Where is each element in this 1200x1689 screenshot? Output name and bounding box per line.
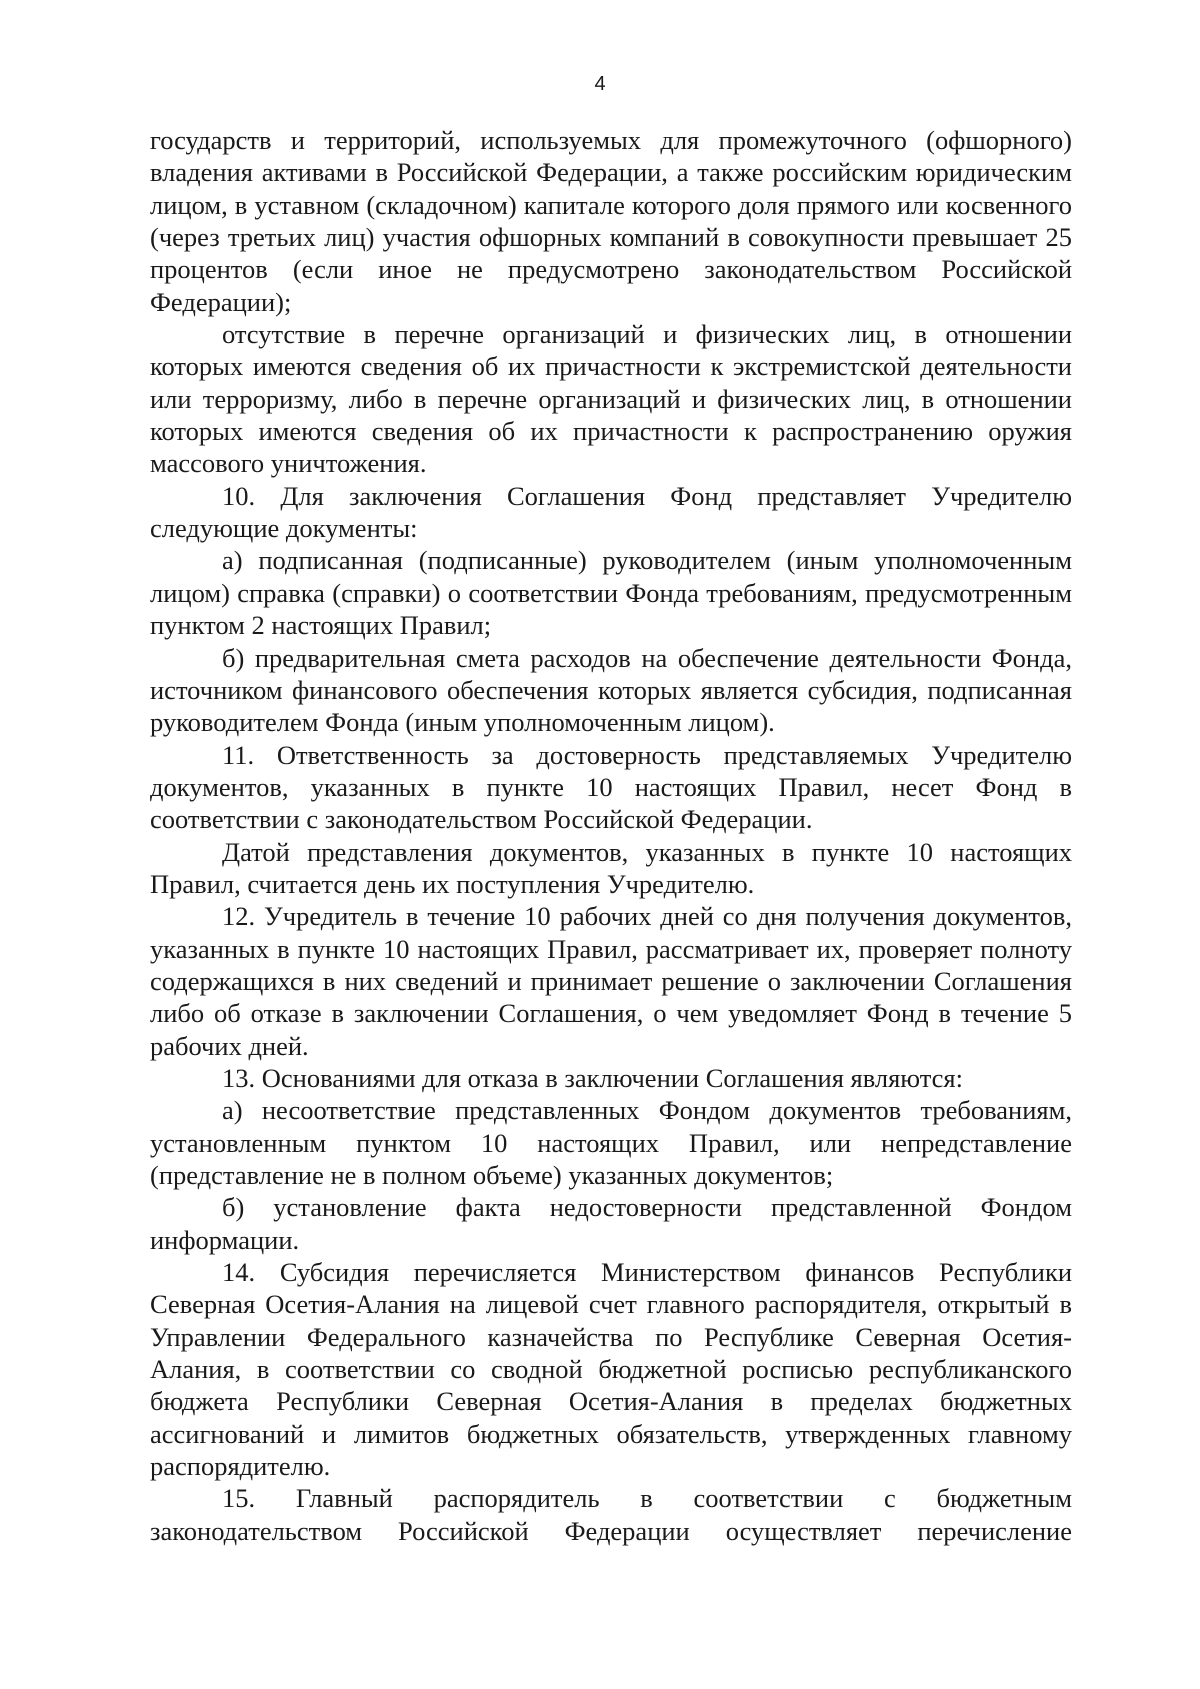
paragraph-10: 10. Для заключения Соглашения Фонд представляет Учредителю следующие документы: <box>150 480 1072 544</box>
paragraph-11-date: Датой представления документов, указанных в пункте 10 настоящих Правил, считается день их поступления Учредителю. <box>150 836 1072 899</box>
paragraph-10b: б) предварительная смета расходов на обеспечение деятельности Фонда, источником финансового обеспечения которых является субсидия, подписанная руководителем Фонда (иным уполномоченным лицом). <box>150 642 1072 738</box>
paragraph-offshore-condition: государств и территорий, используемых для промежуточного (офшорного) владения активами в Российской Федерации, а также российским юридическим лицом, в уставном (складочном) капитале которого доля прямого или косвенного (через третьих лиц) участия офшорных компаний в совокупности превышает 25 процентов (если иное не предусмотрено законодательством Российской Федерации); <box>150 125 1072 317</box>
paragraph-10a: а) подписанная (подписанные) руководителем (иным уполномоченным лицом) справка (справки) о соответствии Фонда требованиям, предусмотренным пунктом 2 настоящих Правил; <box>150 545 1072 641</box>
paragraph-12: 12. Учредитель в течение 10 рабочих дней со дня получения документов, указанных в пункте 10 настоящих Правил, рассматривает их, проверяет полноту содержащихся в них сведений и принимает решение о заключении Соглашения либо об отказе в заключении Соглашения, о чем уведомляет Фонд в течение 5 рабочих дней. <box>150 901 1072 1061</box>
paragraph-15: 15. Главный распорядитель в соответствии с бюджетным законодательством Российской Федерации осуществляет перечисление <box>150 1483 1072 1546</box>
paragraph-14: 14. Субсидия перечисляется Министерством финансов Республики Северная Осетия-Алания на лицевой счет главного распорядителя, открытый в Управлении Федерального казначейства по Республике Северная Осетия-Алания, в соответствии со сводной бюджетной росписью республиканского бюджета Республики Северная Осетия-Алания в пределах бюджетных ассигнований и лимитов бюджетных обязательств, утвержденных главному распорядителю. <box>150 1257 1072 1482</box>
paragraph-13b: б) установление факта недостоверности представленной Фондом информации. <box>150 1192 1072 1255</box>
paragraph-extremism-condition: отсутствие в перечне организаций и физических лиц, в отношении которых имеются сведения об их причастности к экстремистской деятельности или терроризму, либо в перечне организаций и физических лиц, в отношении которых имеются сведения об их причастности к распространению оружия массового уничтожения. <box>150 319 1072 479</box>
document-body <box>150 124 1072 1547</box>
page-number: 4 <box>594 73 606 95</box>
paragraph-13: 13. Основаниями для отказа в заключении Соглашения являются: <box>222 1062 963 1093</box>
paragraph-13a: а) несоответствие представленных Фондом документов требованиям, установленным пунктом 10 настоящих Правил, или непредставление (представление не в полном объеме) указанных документов; <box>150 1095 1072 1190</box>
paragraph-11: 11. Ответственность за достоверность представляемых Учредителю документов, указанных в пункте 10 настоящих Правил, несет Фонд в соответствии с законодательством Российской Федерации. <box>150 739 1072 835</box>
